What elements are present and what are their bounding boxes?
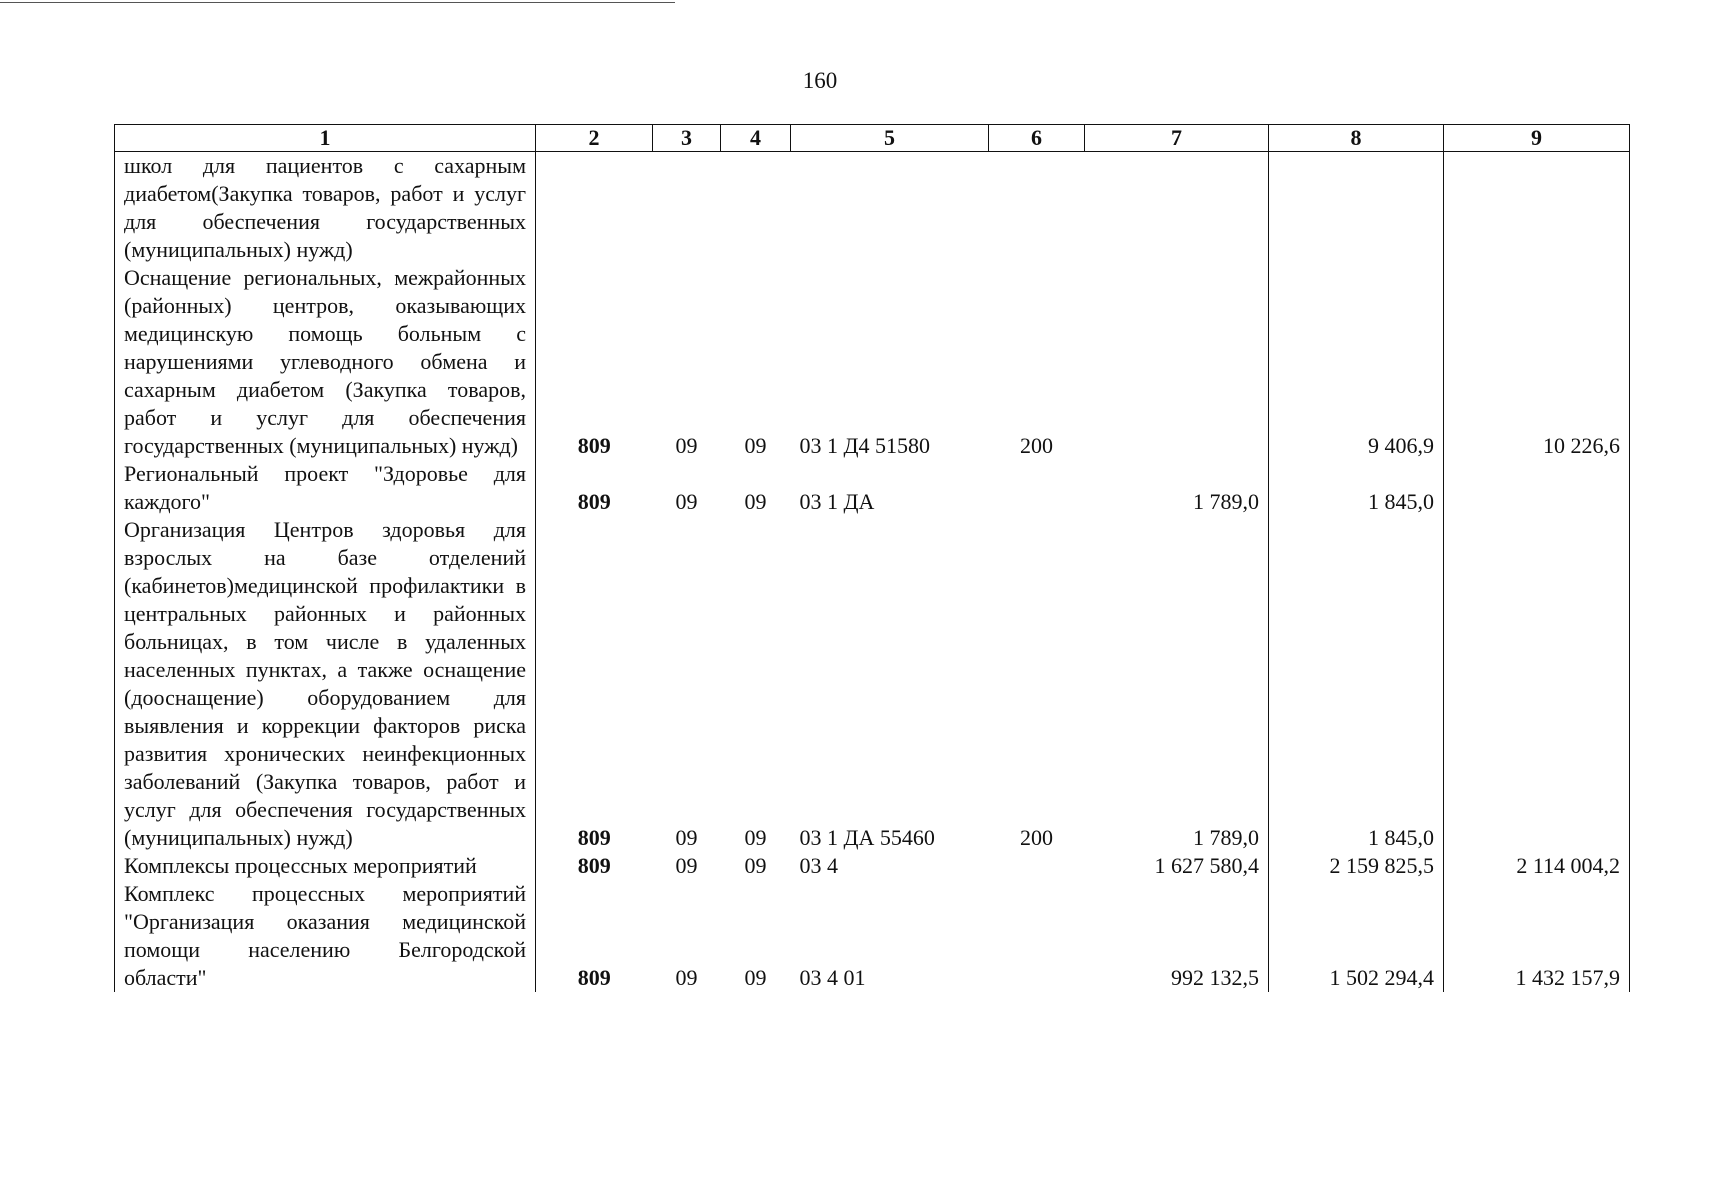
header-col-7: 7 <box>1085 125 1269 152</box>
cell-amount-7 <box>1085 152 1269 265</box>
cell-amount-7: 1 627 580,4 <box>1085 852 1269 880</box>
cell-amount-9: 2 114 004,2 <box>1444 852 1630 880</box>
cell-section: 09 <box>675 825 698 850</box>
cell-ministry: 809 <box>536 852 653 880</box>
header-col-1: 1 <box>115 125 536 152</box>
cell-section: 09 <box>675 853 698 878</box>
header-col-4: 4 <box>721 125 791 152</box>
table-body <box>115 152 1630 993</box>
cell-target-article <box>791 152 989 265</box>
cell-section: 09 <box>675 965 698 990</box>
header-col-2: 2 <box>536 125 653 152</box>
row-name: Региональный проект "Здоровье для каждого" <box>115 460 536 516</box>
cell-amount-8 <box>1269 152 1444 265</box>
cell-target-article: 03 1 ДА 55460 <box>799 825 935 850</box>
cell-section: 09 <box>675 433 698 458</box>
cell-section: 09 <box>675 489 698 514</box>
top-rule <box>0 2 675 3</box>
cell-subsection: 09 <box>744 825 767 850</box>
cell-target-article: 03 1 ДА <box>799 489 875 514</box>
cell-expense-type <box>989 880 1085 992</box>
row-name: Оснащение региональных, межрайонных (районных) центров, оказывающих медицинскую помощь больным с нарушениями углеводного обмена и сахарным диабетом (Закупка товаров, работ и услуг для обеспечения государственных (муниципальных) нужд) <box>115 264 536 460</box>
cell-expense-type <box>989 152 1085 265</box>
header-col-6: 6 <box>989 125 1085 152</box>
table-row <box>115 852 1630 880</box>
cell-subsection: 09 <box>744 965 767 990</box>
table-header <box>115 125 1630 152</box>
cell-target-article: 03 1 Д4 51580 <box>799 433 931 458</box>
row-name: школ для пациентов с сахарным диабетом(Закупка товаров, работ и услуг для обеспечения государственных (муниципальных) нужд) <box>115 152 536 265</box>
cell-expense-type: 200 <box>1020 433 1053 458</box>
cell-amount-8: 1 502 294,4 <box>1269 880 1444 992</box>
row-name: Комплекс процессных мероприятий "Организация оказания медицинской помощи населению Белгородской области" <box>115 880 536 992</box>
cell-ministry: 809 <box>536 516 653 852</box>
budget-table <box>114 124 1630 992</box>
header-col-8: 8 <box>1269 125 1444 152</box>
cell-amount-9 <box>1444 516 1630 852</box>
cell-section <box>653 152 721 265</box>
cell-expense-type <box>989 460 1085 516</box>
table-row <box>115 516 1630 852</box>
cell-subsection <box>721 152 791 265</box>
cell-amount-8: 1 845,0 <box>1269 460 1444 516</box>
cell-ministry <box>536 152 653 265</box>
row-name: Организация Центров здоровья для взрослых на базе отделений (кабинетов)медицинской профилактики в центральных районных и районных больницах, в том числе в удаленных населенных пунктах, а также оснащение (дооснащение) оборудованием для выявления и коррекции факторов риска развития хронических неинфекционных заболеваний (Закупка товаров, работ и услуг для обеспечения государственных (муниципальных) нужд) <box>115 516 536 852</box>
cell-expense-type <box>989 852 1085 880</box>
cell-amount-7 <box>1085 264 1269 460</box>
cell-ministry: 809 <box>536 880 653 992</box>
cell-amount-9: 10 226,6 <box>1444 264 1630 460</box>
table-row <box>115 264 1630 460</box>
cell-amount-7: 1 789,0 <box>1085 516 1269 852</box>
cell-amount-7: 1 789,0 <box>1085 460 1269 516</box>
cell-expense-type: 200 <box>1020 825 1053 850</box>
cell-amount-9: 1 432 157,9 <box>1444 880 1630 992</box>
cell-ministry: 809 <box>536 264 653 460</box>
row-name: Комплексы процессных мероприятий <box>115 852 536 880</box>
header-row <box>115 125 1630 152</box>
header-col-5: 5 <box>791 125 989 152</box>
cell-target-article: 03 4 <box>799 853 838 878</box>
header-col-3: 3 <box>653 125 721 152</box>
header-col-9: 9 <box>1444 125 1630 152</box>
table-row <box>115 880 1630 992</box>
cell-amount-8: 9 406,9 <box>1269 264 1444 460</box>
cell-amount-7: 992 132,5 <box>1085 880 1269 992</box>
cell-amount-8: 2 159 825,5 <box>1269 852 1444 880</box>
page-number: 160 <box>802 68 838 93</box>
table-row <box>115 152 1630 265</box>
cell-amount-9 <box>1444 152 1630 265</box>
cell-target-article: 03 4 01 <box>799 965 866 990</box>
cell-subsection: 09 <box>744 853 767 878</box>
cell-amount-8: 1 845,0 <box>1269 516 1444 852</box>
cell-amount-9 <box>1444 460 1630 516</box>
cell-subsection: 09 <box>744 489 767 514</box>
cell-ministry: 809 <box>536 460 653 516</box>
cell-subsection: 09 <box>744 433 767 458</box>
table-row <box>115 460 1630 516</box>
